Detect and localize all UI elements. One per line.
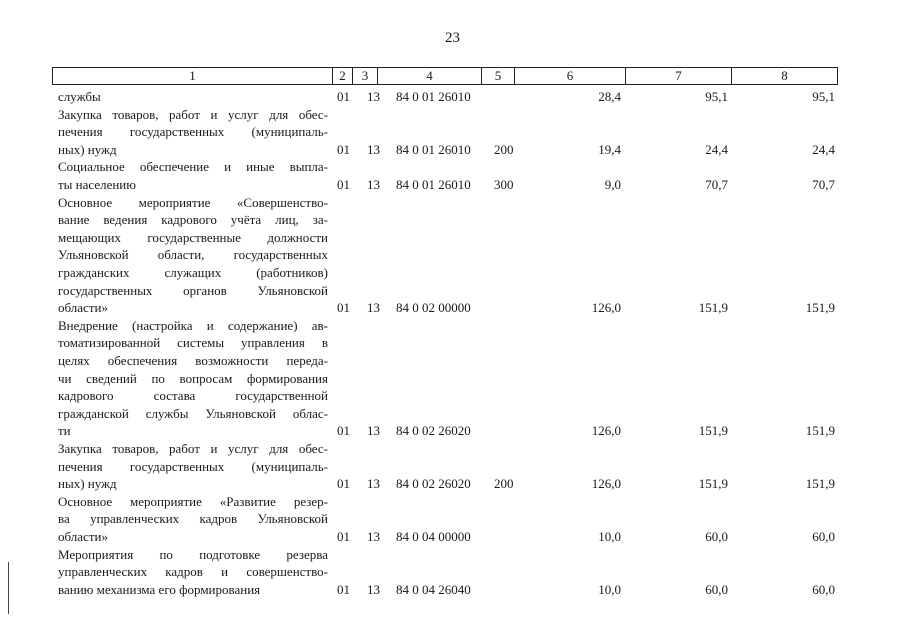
cell-col-5: 300 [494, 176, 514, 192]
description-line: вание ведения кадрового учёта лиц, за- [58, 212, 328, 228]
cell-col-2: 01 [337, 423, 350, 439]
cell-col-7: 151,9 [698, 476, 728, 492]
cell-col-7: 24,4 [705, 141, 728, 157]
cell-col-7: 151,9 [698, 423, 728, 439]
row-description [58, 440, 328, 493]
header-cell-1: 1 [53, 68, 333, 84]
cell-col-8: 151,9 [805, 300, 835, 316]
cell-col-6: 126,0 [591, 423, 621, 439]
description-line: ных) нужд [58, 476, 117, 492]
cell-col-5: 200 [494, 141, 514, 157]
cell-col-7: 151,9 [698, 300, 728, 316]
cell-col-6: 10,0 [598, 581, 621, 597]
cell-col-2: 01 [337, 176, 350, 192]
cell-col-8: 60,0 [812, 581, 835, 597]
cell-col-5: 200 [494, 476, 514, 492]
description-line: ванию механизма его формирования [58, 581, 261, 597]
cell-col-8: 95,1 [812, 89, 835, 104]
description-line: гражданских служащих (работников) [58, 264, 328, 280]
cell-col-4: 84 0 02 26020 [396, 423, 471, 439]
description-line: мещающих государственные должности [58, 229, 328, 245]
row-description [58, 158, 328, 193]
cell-col-6: 10,0 [598, 528, 621, 544]
description-line: службы [58, 89, 101, 104]
description-line: печения государственных (муниципаль- [58, 124, 328, 140]
table-row [0, 546, 905, 599]
header-cell-3: 3 [353, 68, 378, 84]
cell-col-2: 01 [337, 300, 350, 316]
description-line: государственных органов Ульяновской [58, 282, 328, 298]
description-line: ва управленческих кадров Ульяновской [58, 511, 328, 527]
cell-col-4: 84 0 04 26040 [396, 581, 471, 597]
description-line: области» [58, 528, 108, 544]
cell-col-7: 70,7 [705, 176, 728, 192]
description-line: печения государственных (муниципаль- [58, 458, 328, 474]
cell-col-4: 84 0 01 26010 [396, 89, 471, 104]
cell-col-8: 60,0 [812, 528, 835, 544]
cell-col-2: 01 [337, 141, 350, 157]
description-line: Ульяновской области, государственных [58, 247, 328, 263]
row-description [58, 106, 328, 159]
description-line: Закупка товаров, работ и услуг для обес- [58, 441, 328, 456]
table-row [0, 88, 905, 106]
description-line: кадрового состава государственной [58, 388, 328, 404]
cell-col-4: 84 0 01 26010 [396, 141, 471, 157]
cell-col-3: 13 [367, 141, 380, 157]
cell-col-3: 13 [367, 300, 380, 316]
table-row [0, 493, 905, 546]
cell-col-2: 01 [337, 581, 350, 597]
description-line: области» [58, 300, 108, 316]
table-row [0, 106, 905, 159]
description-line: томатизированной системы управления в [58, 335, 328, 351]
table-header-row [52, 67, 838, 85]
row-description [58, 546, 328, 599]
description-line: Социальное обеспечение и иные выпла- [58, 159, 328, 175]
cell-col-2: 01 [337, 89, 350, 104]
scan-edge-mark [8, 562, 9, 614]
row-description [58, 317, 328, 440]
header-cell-5: 5 [482, 68, 515, 84]
cell-col-4: 84 0 02 26020 [396, 476, 471, 492]
cell-col-6: 9,0 [604, 176, 621, 192]
table-row [0, 158, 905, 193]
cell-col-4: 84 0 02 00000 [396, 300, 471, 316]
cell-col-8: 24,4 [812, 141, 835, 157]
header-cell-4: 4 [378, 68, 482, 84]
description-line: Внедрение (настройка и содержание) ав- [58, 317, 328, 333]
cell-col-7: 60,0 [705, 528, 728, 544]
cell-col-4: 84 0 01 26010 [396, 176, 471, 192]
header-cell-6: 6 [515, 68, 626, 84]
cell-col-3: 13 [367, 89, 380, 104]
description-line: Закупка товаров, работ и услуг для обес- [58, 106, 328, 122]
cell-col-3: 13 [367, 528, 380, 544]
cell-col-8: 151,9 [805, 476, 835, 492]
row-description [58, 194, 328, 317]
description-line: управленческих кадров и совершенство- [58, 564, 328, 580]
cell-col-6: 28,4 [598, 89, 621, 104]
page-number: 23 [445, 30, 460, 46]
cell-col-3: 13 [367, 176, 380, 192]
cell-col-4: 84 0 04 00000 [396, 528, 471, 544]
cell-col-3: 13 [367, 581, 380, 597]
description-line: Основное мероприятие «Развитие резер- [58, 493, 328, 509]
description-line: ты населению [58, 176, 136, 192]
description-line: ти [58, 423, 71, 439]
header-cell-7: 7 [626, 68, 732, 84]
cell-col-7: 95,1 [705, 89, 728, 104]
description-line: гражданской службы Ульяновской облас- [58, 405, 328, 421]
row-description [58, 88, 328, 106]
table-row [0, 317, 905, 440]
cell-col-2: 01 [337, 476, 350, 492]
description-line: чи сведений по вопросам формирования [58, 370, 328, 386]
cell-col-2: 01 [337, 528, 350, 544]
cell-col-6: 19,4 [598, 141, 621, 157]
description-line: ных) нужд [58, 141, 117, 157]
description-line: Мероприятия по подготовке резерва [58, 546, 328, 562]
description-line: Основное мероприятие «Совершенство- [58, 194, 328, 210]
table-row [0, 194, 905, 317]
cell-col-6: 126,0 [591, 476, 621, 492]
cell-col-3: 13 [367, 423, 380, 439]
cell-col-6: 126,0 [591, 300, 621, 316]
cell-col-8: 70,7 [812, 176, 835, 192]
cell-col-8: 151,9 [805, 423, 835, 439]
header-cell-8: 8 [781, 68, 788, 83]
header-cell-2: 2 [333, 68, 353, 84]
description-line: целях обеспечения возможности переда- [58, 352, 328, 368]
table-row [0, 440, 905, 493]
cell-col-7: 60,0 [705, 581, 728, 597]
row-description [58, 493, 328, 546]
cell-col-3: 13 [367, 476, 380, 492]
